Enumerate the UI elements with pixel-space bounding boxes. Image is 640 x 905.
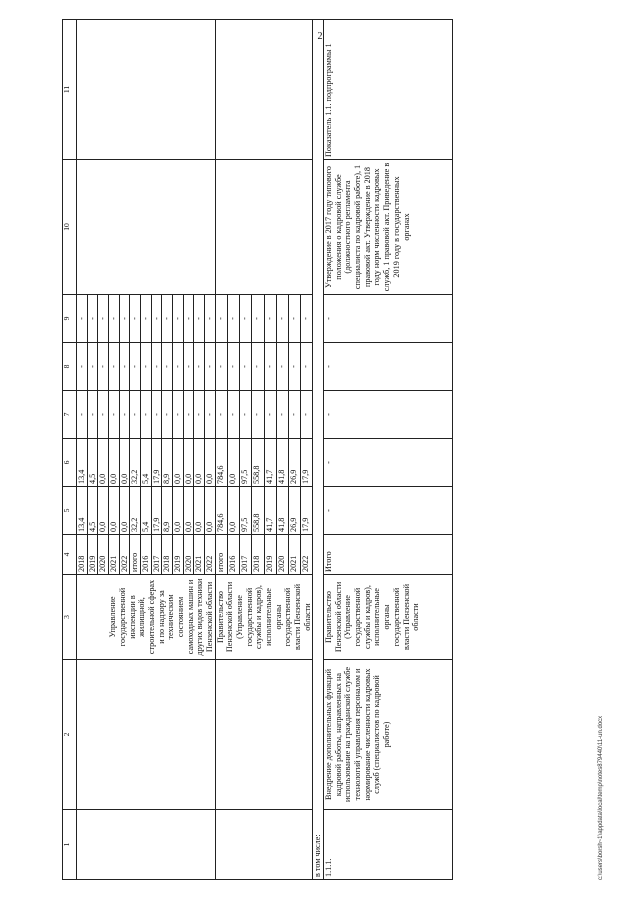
value-cell: -	[215, 295, 227, 343]
value-cell: -	[183, 295, 194, 343]
value-cell: -	[77, 391, 88, 439]
value-cell: -	[87, 391, 98, 439]
value-cell: 13,4	[77, 487, 88, 535]
year-cell: 2017	[151, 535, 162, 575]
value-cell: 0,0	[119, 439, 130, 487]
year-cell: 2020	[98, 535, 109, 575]
footer-path: c:\users\borsh~1\appdata\local\temp\notes879440\11-un.docx	[598, 715, 604, 880]
value-cell: -	[151, 391, 162, 439]
value-cell: 558,8	[252, 487, 264, 535]
result-cell	[77, 160, 216, 295]
value-cell: -	[252, 295, 264, 343]
indicator-cell	[215, 20, 313, 160]
value-cell: 0,0	[109, 487, 120, 535]
value-cell: 0,0	[227, 439, 239, 487]
value-cell: -	[173, 391, 184, 439]
value-cell: 0,0	[109, 439, 120, 487]
value-cell: -	[130, 391, 141, 439]
value-cell: -	[151, 343, 162, 391]
value-cell: 41,7	[264, 439, 276, 487]
year-cell: 2016	[227, 535, 239, 575]
value-cell: -	[301, 343, 313, 391]
year-cell: 2020	[276, 535, 288, 575]
value-cell: 26,9	[288, 439, 300, 487]
year-cell: 2021	[109, 535, 120, 575]
value-cell: -	[288, 391, 300, 439]
year-cell: 2022	[205, 535, 216, 575]
year-cell: 2018	[252, 535, 264, 575]
col-header: 6	[63, 439, 77, 487]
value-cell: -	[205, 295, 216, 343]
empty-cell	[215, 810, 313, 880]
value-cell: 17,9	[301, 439, 313, 487]
year-cell: 2019	[87, 535, 98, 575]
value-cell: -	[119, 343, 130, 391]
value-cell: -	[205, 391, 216, 439]
value-cell: 5,4	[141, 487, 152, 535]
value-cell: 0,0	[227, 487, 239, 535]
page-number: 2	[317, 31, 323, 42]
program-table	[62, 19, 453, 880]
value-cell: 784,6	[215, 487, 227, 535]
table-row	[77, 20, 88, 880]
col-header: 4	[63, 535, 77, 575]
col-header: 10	[63, 160, 77, 295]
value-cell: -	[252, 343, 264, 391]
year-cell: 2019	[264, 535, 276, 575]
value-cell: 784,6	[215, 439, 227, 487]
value-cell: -	[227, 343, 239, 391]
value-cell: 97,5	[240, 439, 252, 487]
value-cell: 0,0	[183, 439, 194, 487]
value-cell: 0,0	[205, 487, 216, 535]
value-cell: -	[183, 391, 194, 439]
value-cell: -	[162, 295, 173, 343]
value-cell: -	[194, 343, 205, 391]
empty-cell	[77, 810, 216, 880]
value-cell: -	[194, 391, 205, 439]
value-cell: 32,2	[130, 487, 141, 535]
value-cell: -	[288, 343, 300, 391]
value-cell: 13,4	[77, 439, 88, 487]
value-cell: -	[109, 295, 120, 343]
value-cell: -	[98, 295, 109, 343]
value-cell: -	[77, 343, 88, 391]
value-cell: -	[87, 343, 98, 391]
value-cell: -	[141, 295, 152, 343]
year-cell: 2022	[119, 535, 130, 575]
value-cell: -	[264, 295, 276, 343]
value-cell: 4,5	[87, 487, 98, 535]
value-cell: -	[98, 391, 109, 439]
value-cell: -	[119, 391, 130, 439]
item-executor: Правительство Пензенской области (Управление государственной службы и кадров), исполнительные органы государственной власти Пензенской области	[324, 575, 453, 660]
value-cell: 0,0	[98, 487, 109, 535]
result-cell	[215, 160, 313, 295]
col-header: 5	[63, 487, 77, 535]
item-value: -	[324, 295, 453, 343]
value-cell: 8,9	[162, 439, 173, 487]
indicator-cell	[77, 20, 216, 160]
year-cell: 2019	[173, 535, 184, 575]
value-cell: 17,9	[151, 439, 162, 487]
item-value: -	[324, 343, 453, 391]
col-header: 3	[63, 575, 77, 660]
year-cell: итого	[130, 535, 141, 575]
value-cell: 8,9	[162, 487, 173, 535]
value-cell: 0,0	[194, 439, 205, 487]
value-cell: -	[130, 295, 141, 343]
value-cell: -	[288, 295, 300, 343]
value-cell: -	[276, 391, 288, 439]
in-that-number-row	[313, 20, 324, 880]
year-cell: 2018	[77, 535, 88, 575]
value-cell: 41,7	[264, 487, 276, 535]
item-year: Итого	[324, 535, 453, 575]
value-cell: -	[215, 391, 227, 439]
year-cell: итого	[215, 535, 227, 575]
year-cell: 2022	[301, 535, 313, 575]
value-cell: -	[77, 295, 88, 343]
value-cell: -	[215, 343, 227, 391]
value-cell: -	[183, 343, 194, 391]
value-cell: -	[98, 343, 109, 391]
value-cell: -	[240, 391, 252, 439]
value-cell: -	[240, 295, 252, 343]
value-cell: -	[264, 391, 276, 439]
value-cell: 0,0	[183, 487, 194, 535]
value-cell: -	[301, 295, 313, 343]
executor-cell: Правительство Пензенской области (Управление государственной службы и кадров), исполнительные органы государственной власти Пензенской области	[215, 575, 313, 660]
value-cell: -	[264, 343, 276, 391]
value-cell: -	[151, 295, 162, 343]
col-header: 8	[63, 343, 77, 391]
value-cell: 0,0	[173, 487, 184, 535]
value-cell: 5,4	[141, 439, 152, 487]
col-header: 7	[63, 391, 77, 439]
executor-cell: Управление государственной инспекции в жилищной, строительной сферах и по надзору за техническим состоянием самоходных машин и других видов техники Пензенской области	[77, 575, 216, 660]
rotated-table-container	[62, 20, 594, 880]
value-cell: -	[240, 343, 252, 391]
value-cell: -	[109, 391, 120, 439]
year-cell: 2020	[183, 535, 194, 575]
value-cell: 0,0	[173, 439, 184, 487]
value-cell: -	[162, 343, 173, 391]
value-cell: -	[205, 343, 216, 391]
value-cell: -	[173, 343, 184, 391]
value-cell: 0,0	[119, 487, 130, 535]
item-value: -	[324, 391, 453, 439]
value-cell: 41,8	[276, 487, 288, 535]
header-row	[63, 20, 77, 880]
value-cell: 32,2	[130, 439, 141, 487]
value-cell: -	[173, 295, 184, 343]
in-that-number-label: в том числе:	[313, 20, 324, 880]
value-cell: -	[276, 343, 288, 391]
value-cell: -	[252, 391, 264, 439]
year-cell: 2016	[141, 535, 152, 575]
year-cell: 2017	[240, 535, 252, 575]
value-cell: -	[227, 391, 239, 439]
value-cell: -	[141, 343, 152, 391]
year-cell: 2021	[194, 535, 205, 575]
empty-cell	[77, 660, 216, 810]
value-cell: -	[109, 343, 120, 391]
value-cell: -	[130, 343, 141, 391]
value-cell: -	[276, 295, 288, 343]
value-cell: 0,0	[98, 439, 109, 487]
item-result: Утверждение в 2017 году типового положения о кадровой службе (должностного регламента специалиста по кадровой работе), 1 правовой акт. Утверждение в 2018 году норм численности кадровых служб, 1 правовой акт. Приведение в 2019 году в государственных органах	[324, 160, 453, 295]
value-cell: 0,0	[205, 439, 216, 487]
item-value: -	[324, 487, 453, 535]
item-number: 1.1.1.	[324, 810, 453, 880]
item-row	[324, 20, 453, 880]
value-cell: 17,9	[151, 487, 162, 535]
value-cell: -	[227, 295, 239, 343]
value-cell: -	[141, 391, 152, 439]
item-value: -	[324, 439, 453, 487]
value-cell: -	[162, 391, 173, 439]
value-cell: 0,0	[194, 487, 205, 535]
value-cell: 4,5	[87, 439, 98, 487]
value-cell: -	[194, 295, 205, 343]
value-cell: 26,9	[288, 487, 300, 535]
year-cell: 2018	[162, 535, 173, 575]
value-cell: -	[119, 295, 130, 343]
value-cell: 17,9	[301, 487, 313, 535]
year-cell: 2021	[288, 535, 300, 575]
value-cell: 41,8	[276, 439, 288, 487]
value-cell: 97,5	[240, 487, 252, 535]
item-indicator: Показатель 1.1. подпрограммы 1	[324, 20, 453, 160]
value-cell: -	[301, 391, 313, 439]
value-cell: 558,8	[252, 439, 264, 487]
col-header: 2	[63, 660, 77, 810]
item-name: Внедрение дополнительных функций кадровой работы, направленных на использование на гражданской службе технологий управления персоналом и нормирование численности кадровых служб (специалистов по кадровой работе)	[324, 660, 453, 810]
table-row	[215, 20, 227, 880]
col-header: 11	[63, 20, 77, 160]
value-cell: -	[87, 295, 98, 343]
empty-cell	[215, 660, 313, 810]
col-header: 9	[63, 295, 77, 343]
col-header: 1	[63, 810, 77, 880]
